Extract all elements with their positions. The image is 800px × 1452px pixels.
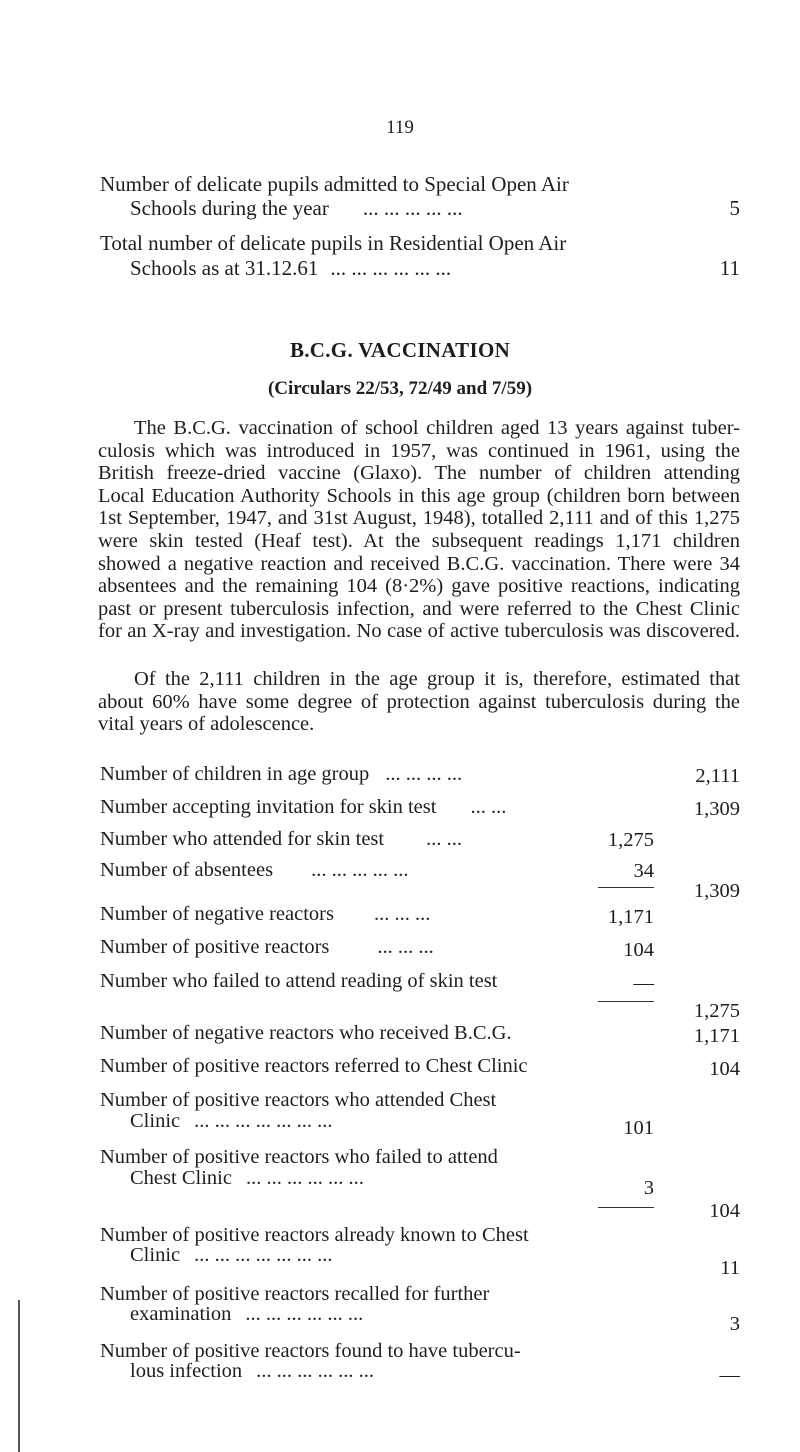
table-row-label: Number of children in age group ... ... ... ... [100, 763, 463, 785]
table-row-label: Number who failed to attend reading of skin test [100, 970, 498, 992]
table-row-label: Number of absentees ... ... ... ... ... [100, 859, 409, 881]
paragraph-1-line: were skin tested (Heaf test). At the subsequent readings 1,171 children [98, 529, 740, 552]
paragraph-1-line: showed a negative reaction and received B.C.G. vaccination. There were 34 [98, 552, 740, 575]
section-subtitle: (Circulars 22/53, 72/49 and 7/59) [267, 378, 533, 399]
table-row-inner-value: 34 [633, 860, 654, 882]
intro-row-1-line1: Number of delicate pupils admitted to Special Open Air [100, 172, 569, 196]
table-row-label: Number of positive reactors recalled for further [100, 1283, 490, 1305]
table-row-outer-value: 11 [720, 1257, 740, 1279]
subtotal-rule [598, 887, 654, 888]
table-row-outer-value: — [719, 1364, 740, 1386]
table-row-label: Number of positive reactors ... ... ... [100, 936, 434, 958]
paragraph-1-line: absentees and the remaining 104 (8·2%) gave positive reactions, indicating [98, 575, 740, 598]
section-title: B.C.G. VACCINATION [289, 338, 511, 362]
table-row-label: Number of negative reactors who received B.C.G. [100, 1022, 512, 1044]
table-row-label: Number of positive reactors who failed to attend [100, 1146, 498, 1168]
paragraph-1-line: Local Education Authority Schools in this age group (children born between [98, 484, 740, 507]
table-row-outer-value: 3 [729, 1313, 740, 1335]
table-row-label: Number of positive reactors already known to Chest [100, 1224, 529, 1246]
table-row-label-continued: lous infection ... ... ... ... ... ... [130, 1360, 375, 1382]
table-row-label: Number of negative reactors ... ... ... [100, 903, 431, 925]
table-row-inner-value: — [633, 972, 654, 994]
table-row-label-continued: Clinic ... ... ... ... ... ... ... [130, 1244, 333, 1266]
table-row-label: Number who attended for skin test ... ... [100, 828, 462, 850]
table-row-label: Number of positive reactors who attended Chest [100, 1089, 497, 1111]
table-row-inner-value: 3 [643, 1177, 654, 1199]
table-row-label: Number of positive reactors found to have tubercu- [100, 1340, 521, 1362]
intro-row-1-line2: Schools during the year ... ... ... ... ... [130, 196, 463, 220]
paragraph-1-line: past or present tuberculosis infection, and were referred to the Chest Clinic [98, 597, 740, 620]
intro-row-2-line1: Total number of delicate pupils in Residential Open Air [100, 231, 567, 255]
page-number: 119 [386, 117, 414, 138]
paragraph-1-line: British freeze-dried vaccine (Glaxo). The number of children attending [98, 462, 740, 485]
table-row-inner-value: 1,275 [607, 829, 654, 851]
table-row-outer-value: 1,309 [693, 798, 740, 820]
table-row-inner-value: 1,171 [607, 906, 654, 928]
table-row-outer-value: 1,171 [693, 1025, 740, 1047]
paragraph-1-line: The B.C.G. vaccination of school children aged 13 years against tuber- [134, 417, 740, 439]
table-row-label-continued: Clinic ... ... ... ... ... ... ... [130, 1110, 333, 1132]
paragraph-1 [98, 417, 740, 643]
paragraph-2 [98, 668, 740, 736]
paragraph-1-line: culosis which was introduced in 1957, was continued in 1961, using the [98, 439, 740, 462]
table-row-outer-value: 2,111 [695, 765, 740, 787]
table-row-label: Number accepting invitation for skin test ... ... [100, 796, 507, 818]
paragraph-2-line: Of the 2,111 children in the age group it is, therefore, estimated that [134, 668, 740, 690]
subtotal-rule [598, 1207, 654, 1208]
table-row-inner-value: 101 [623, 1117, 654, 1139]
table-row-outer-value: 1,275 [693, 1000, 740, 1022]
subtotal-rule [598, 1001, 654, 1002]
table-row-outer-value: 104 [709, 1200, 740, 1222]
intro-row-2-value: 11 [719, 256, 740, 280]
paragraph-1-line: for an X-ray and investigation. No case of active tuberculosis was discovered. [98, 620, 740, 643]
page-edge-shadow [18, 1300, 20, 1452]
paragraph-2-line: about 60% have some degree of protection against tuberculosis during the [98, 690, 740, 713]
intro-row-1-value: 5 [729, 196, 740, 220]
table-row-outer-value: 104 [709, 1058, 740, 1080]
table-row-label: Number of positive reactors referred to Chest Clinic [100, 1055, 528, 1077]
table-row-outer-value: 1,309 [693, 880, 740, 902]
table-row-label-continued: examination ... ... ... ... ... ... [130, 1303, 364, 1325]
intro-row-2-line2: Schools as at 31.12.61 ... ... ... ... ... ... [130, 256, 452, 280]
table-row-inner-value: 104 [623, 939, 654, 961]
table-row-label-continued: Chest Clinic ... ... ... ... ... ... [130, 1167, 364, 1189]
paragraph-2-line: vital years of adolescence. [98, 713, 315, 736]
paragraph-1-line: 1st September, 1947, and 31st August, 1948), totalled 2,111 and of this 1,275 [98, 507, 740, 530]
